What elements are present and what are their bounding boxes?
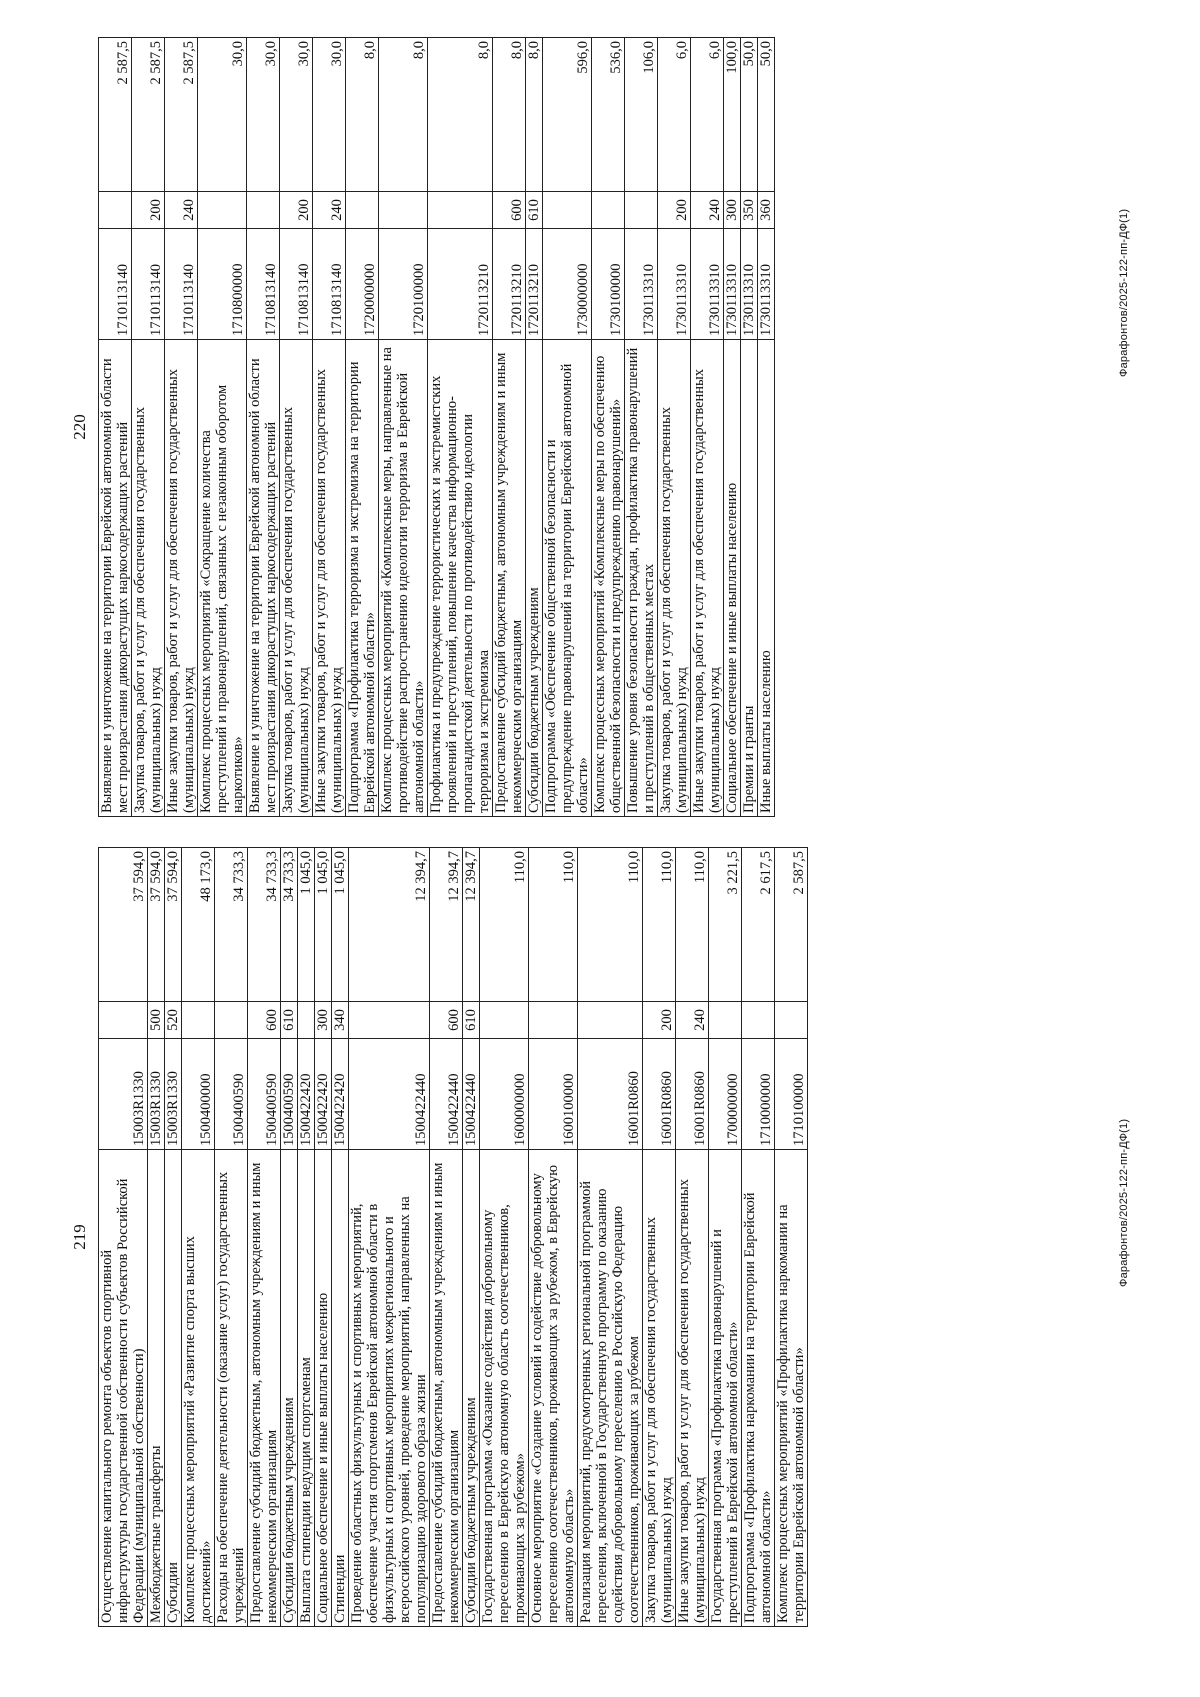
table-row [379,38,428,817]
expense-type-code [578,1002,643,1039]
table-row [198,38,247,817]
row-name: Комплекс процессных мероприятий «Комплексные меры, направленные на противодействие распространению идеологии терроризма в Еврейской автономной области» [379,340,428,817]
expense-type-code [298,1002,315,1039]
amount: 1 045,0 [332,848,349,1002]
target-code: 1710800000 [198,229,247,340]
expense-type-code: 520 [165,1002,182,1039]
row-name: Иные выплаты населению [758,340,775,817]
row-name: Государственная программа «Оказание содействия добровольному переселению в Еврейскую автономную область соотечественников, проживающих за рубежом» [480,1150,529,1627]
table-row [99,848,148,1627]
target-code: 1500400590 [215,1039,248,1150]
expense-type-code [379,192,428,229]
table-row [132,38,165,817]
target-code: 1600000000 [480,1039,529,1150]
target-code: 16001R0860 [676,1039,709,1150]
amount: 596,0 [543,38,592,192]
expense-type-code: 600 [248,1002,281,1039]
target-code: 1710000000 [742,1039,775,1150]
expense-type-code [709,1002,742,1039]
amount: 110,0 [578,848,643,1002]
table-row [676,848,709,1627]
row-name: Иные закупки товаров, работ и услуг для обеспечения государственных (муниципальных) нужд [165,340,198,817]
row-name: Закупка товаров, работ и услуг для обеспечения государственных (муниципальных) нужд [132,340,165,817]
budget-table [98,37,775,817]
table-row [529,848,578,1627]
target-code: 1730113310 [724,229,741,340]
table-row [480,848,529,1627]
amount: 2 587,5 [775,848,808,1002]
target-code: 1500422440 [463,1039,480,1150]
target-code: 1730113310 [658,229,691,340]
table-row [463,848,480,1627]
amount: 110,0 [643,848,676,1002]
target-code: 1600100000 [529,1039,578,1150]
table-row [493,38,526,817]
page-number: 219 [70,1224,89,1250]
amount: 34 733,3 [215,848,248,1002]
row-name: Социальное обеспечение и иные выплаты населению [315,1150,332,1627]
table-body [99,38,775,817]
footer-code: Фарафонтов/2025-122-пп-ДФ(1) [1118,208,1130,377]
row-name: Основное мероприятие «Создание условий и содействие добровольному переселению соотечественников, проживающих за рубежом, в Еврейскую автономную область» [529,1150,578,1627]
row-name: Предоставление субсидий бюджетным, автономным учреждениям и иным некоммерческим организациям [493,340,526,817]
table-row [430,848,463,1627]
target-code: 1710113140 [99,229,132,340]
target-code: 1500400590 [248,1039,281,1150]
target-code: 1710100000 [775,1039,808,1150]
amount: 8,0 [526,38,543,192]
table-row [182,848,215,1627]
row-name: Закупка товаров, работ и услуг для обеспечения государственных (муниципальных) нужд [658,340,691,817]
table-row [592,38,625,817]
row-name: Государственная программа «Профилактика правонарушений и преступлений в Еврейской автономной области» [709,1150,742,1627]
amount: 12 394,7 [463,848,480,1002]
row-name: Комплекс процессных мероприятий «Профилактика наркомании на территории Еврейской автономной области» [775,1150,808,1627]
page-220 [70,37,775,817]
row-name: Выявление и уничтожение на территории Еврейской автономной области мест произрастания дикорастущих наркосодержащих растений [247,340,280,817]
target-code: 1720000000 [346,229,379,340]
amount: 6,0 [658,38,691,192]
target-code: 1730100000 [592,229,625,340]
target-code: 1500422440 [430,1039,463,1150]
amount: 30,0 [198,38,247,192]
table-row [281,848,298,1627]
footer-code: Фарафонтов/2025-122-пп-ДФ(1) [1118,1118,1130,1287]
amount: 110,0 [529,848,578,1002]
amount: 48 173,0 [182,848,215,1002]
expense-type-code [543,192,592,229]
target-code: 1710113140 [132,229,165,340]
table-row [643,848,676,1627]
expense-type-code: 200 [280,192,313,229]
target-code: 15003R1330 [148,1039,165,1150]
amount: 1 045,0 [315,848,332,1002]
target-code: 1730113310 [625,229,658,340]
table-row [691,38,724,817]
row-name: Межбюджетные трансферты [148,1150,165,1627]
table-row [349,848,430,1627]
row-name: Иные закупки товаров, работ и услуг для обеспечения государственных (муниципальных) нужд [691,340,724,817]
row-name: Выявление и уничтожение на территории Еврейской автономной области мест произрастания дикорастущих наркосодержащих растений [99,340,132,817]
expense-type-code [529,1002,578,1039]
target-code: 1500400000 [182,1039,215,1150]
expense-type-code: 610 [281,1002,298,1039]
target-code: 1720113210 [493,229,526,340]
table-row [758,38,775,817]
expense-type-code [428,192,493,229]
target-code: 1720113210 [526,229,543,340]
expense-type-code: 360 [758,192,775,229]
target-code: 16001R0860 [643,1039,676,1150]
target-code: 1720100000 [379,229,428,340]
row-name: Осуществление капитального ремонта объектов спортивной инфраструктуры государственной собственности субъектов Российской Федерации (муниципальной собственности) [99,1150,148,1627]
expense-type-code: 240 [676,1002,709,1039]
amount: 30,0 [247,38,280,192]
expense-type-code [346,192,379,229]
expense-type-code: 200 [132,192,165,229]
row-name: Премии и гранты [741,340,758,817]
target-code: 1500422420 [298,1039,315,1150]
target-code: 1710113140 [165,229,198,340]
amount: 536,0 [592,38,625,192]
amount: 34 733,3 [248,848,281,1002]
amount: 12 394,7 [430,848,463,1002]
row-name: Субсидии [165,1150,182,1627]
target-code: 1710813140 [280,229,313,340]
amount: 106,0 [625,38,658,192]
amount: 30,0 [280,38,313,192]
row-name: Реализация мероприятий, предусмотренных региональной программой переселения, включенной в Государственную программу по оказанию содействия добровольному переселению в Российскую Федерацию соотечественников, проживающих за рубежом [578,1150,643,1627]
target-code: 1500400590 [281,1039,298,1150]
row-name: Предоставление субсидий бюджетным, автономным учреждениям и иным некоммерческим организациям [430,1150,463,1627]
table-row [280,38,313,817]
amount: 8,0 [346,38,379,192]
target-code: 1500422440 [349,1039,430,1150]
expense-type-code [215,1002,248,1039]
expense-type-code: 610 [463,1002,480,1039]
expense-type-code: 200 [643,1002,676,1039]
row-name: Расходы на обеспечение деятельности (оказание услуг) государственных учреждений [215,1150,248,1627]
amount: 34 733,3 [281,848,298,1002]
row-name: Проведение областных физкультурных и спортивных мероприятий, обеспечение участия спортсменов Еврейской автономной области в физкультурных и спортивных мероприятиях межрегионального и всероссийского уровней, проведение мероприятий, направленных на популяризацию здорового образа жизни [349,1150,430,1627]
target-code: 1700000000 [709,1039,742,1150]
table-row [298,848,315,1627]
table-row [578,848,643,1627]
target-code: 16001R0860 [578,1039,643,1150]
target-code: 1730113310 [758,229,775,340]
amount: 8,0 [379,38,428,192]
expense-type-code [349,1002,430,1039]
row-name: Комплекс процессных мероприятий «Сокращение количества преступлений и правонарушений, связанных с незаконным оборотом наркотиков» [198,340,247,817]
row-name: Подпрограмма «Профилактика терроризма и экстремизма на территории Еврейской автономной области» [346,340,379,817]
expense-type-code: 340 [332,1002,349,1039]
table-row [332,848,349,1627]
expense-type-code: 600 [430,1002,463,1039]
target-code: 1730000000 [543,229,592,340]
row-name: Повышение уровня безопасности граждан, профилактика правонарушений и преступлений в общественных местах [625,340,658,817]
table-row [428,38,493,817]
amount: 2 587,5 [99,38,132,192]
table-row [215,848,248,1627]
expense-type-code: 300 [724,192,741,229]
row-name: Социальное обеспечение и иные выплаты населению [724,340,741,817]
amount: 37 594,0 [165,848,182,1002]
amount: 110,0 [676,848,709,1002]
target-code: 1730113310 [691,229,724,340]
amount: 50,0 [758,38,775,192]
table-row [658,38,691,817]
table-row [724,38,741,817]
table-row [526,38,543,817]
target-code: 1720113210 [428,229,493,340]
expense-type-code [775,1002,808,1039]
target-code: 1500422420 [332,1039,349,1150]
expense-type-code: 300 [315,1002,332,1039]
row-name: Комплекс процессных мероприятий «Развитие спорта высших достижений» [182,1150,215,1627]
table-row [741,38,758,817]
table-row [148,848,165,1627]
row-name: Выплата стипендии ведущим спортсменам [298,1150,315,1627]
target-code: 1710813140 [247,229,280,340]
table-row [99,38,132,817]
expense-type-code [625,192,658,229]
row-name: Закупка товаров, работ и услуг для обеспечения государственных (муниципальных) нужд [280,340,313,817]
table-row [709,848,742,1627]
page-number: 220 [70,414,89,440]
expense-type-code [592,192,625,229]
expense-type-code: 200 [658,192,691,229]
row-name: Подпрограмма «Профилактика наркомании на территории Еврейской автономной области» [742,1150,775,1627]
row-name: Иные закупки товаров, работ и услуг для обеспечения государственных (муниципальных) нужд [313,340,346,817]
amount: 37 594,0 [148,848,165,1002]
target-code: 15003R1330 [99,1039,148,1150]
expense-type-code [480,1002,529,1039]
target-code: 15003R1330 [165,1039,182,1150]
target-code: 1500422420 [315,1039,332,1150]
amount: 2 587,5 [132,38,165,192]
table-row [775,848,808,1627]
table-row [313,38,346,817]
expense-type-code: 240 [691,192,724,229]
expense-type-code [182,1002,215,1039]
expense-type-code: 240 [165,192,198,229]
amount: 12 394,7 [349,848,430,1002]
expense-type-code [99,1002,148,1039]
table-row [165,848,182,1627]
expense-type-code: 600 [493,192,526,229]
row-name: Комплекс процессных мероприятий «Комплексные меры по обеспечению общественной безопасности и предупреждению правонарушений» [592,340,625,817]
amount: 3 221,5 [709,848,742,1002]
expense-type-code: 240 [313,192,346,229]
expense-type-code [198,192,247,229]
amount: 100,0 [724,38,741,192]
row-name: Подпрограмма «Обеспечение общественной безопасности и предупреждение правонарушений на территории Еврейской автономной области» [543,340,592,817]
expense-type-code: 500 [148,1002,165,1039]
row-name: Иные закупки товаров, работ и услуг для обеспечения государственных (муниципальных) нужд [676,1150,709,1627]
expense-type-code [247,192,280,229]
row-name: Профилактика и предупреждение террористических и экстремистских проявлений и преступлений, повышение качества информационно-пропагандистской деятельности по противодействию идеологии терроризма и экстремизма [428,340,493,817]
expense-type-code: 610 [526,192,543,229]
row-name: Субсидии бюджетным учреждениям [526,340,543,817]
amount: 37 594,0 [99,848,148,1002]
table-row [248,848,281,1627]
budget-table [98,847,808,1627]
table-row [742,848,775,1627]
table-row [625,38,658,817]
amount: 30,0 [313,38,346,192]
target-code: 1710813140 [313,229,346,340]
expense-type-code [742,1002,775,1039]
amount: 6,0 [691,38,724,192]
page-219 [70,847,808,1627]
expense-type-code [99,192,132,229]
amount: 110,0 [480,848,529,1002]
row-name: Субсидии бюджетным учреждениям [463,1150,480,1627]
row-name: Закупка товаров, работ и услуг для обеспечения государственных (муниципальных) нужд [643,1150,676,1627]
table-row [247,38,280,817]
table-row [165,38,198,817]
target-code: 1730113310 [741,229,758,340]
amount: 1 045,0 [298,848,315,1002]
table-row [543,38,592,817]
table-row [315,848,332,1627]
amount: 8,0 [493,38,526,192]
amount: 2 617,5 [742,848,775,1002]
amount: 50,0 [741,38,758,192]
table-body [99,848,808,1627]
row-name: Стипендии [332,1150,349,1627]
expense-type-code: 350 [741,192,758,229]
amount: 2 587,5 [165,38,198,192]
table-row [346,38,379,817]
row-name: Субсидии бюджетным учреждениям [281,1150,298,1627]
row-name: Предоставление субсидий бюджетным, автономным учреждениям и иным некоммерческим организациям [248,1150,281,1627]
amount: 8,0 [428,38,493,192]
